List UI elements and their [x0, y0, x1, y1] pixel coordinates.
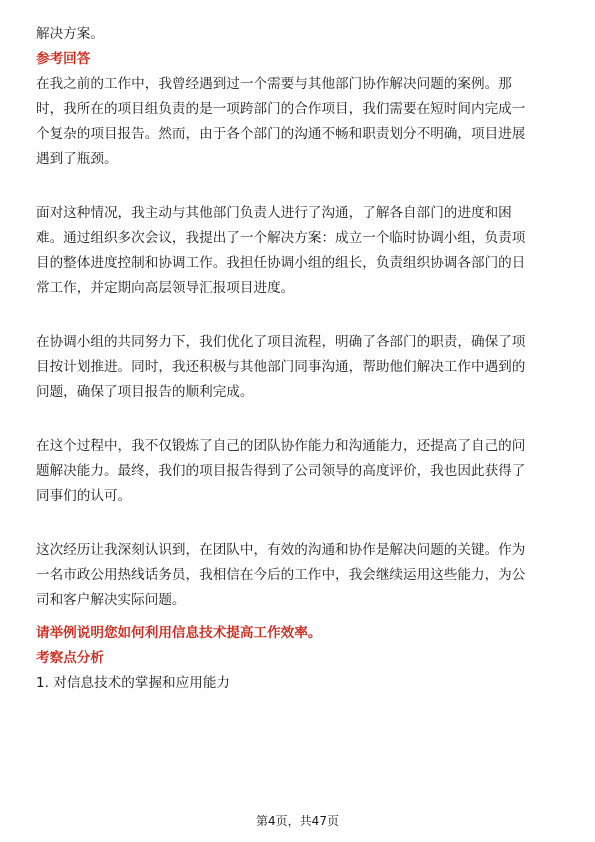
section-gap	[36, 613, 559, 621]
paragraph-line: 目按计划推进。同时，我还积极与其他部门同事沟通，帮助他们解决工作中遇到的	[36, 359, 526, 375]
intro-tail-text: 解决方案。	[36, 26, 104, 42]
paragraph-line: 目的整体进度控制和协调工作。我担任协调小组的组长，负责组织协调各部门的日	[36, 255, 526, 271]
answer-paragraph-1	[36, 72, 559, 172]
analysis-item-1: 1. 对信息技术的掌握和应用能力	[36, 675, 231, 691]
paragraph-line: 时，我所在的项目组负责的是一项跨部门的合作项目，我们需要在短时间内完成一	[36, 101, 526, 117]
paragraph-gap	[36, 301, 559, 330]
paragraph-line: 问题，确保了项目报告的顺利完成。	[36, 384, 254, 400]
paragraph-line: 这次经历让我深刻认识到，在团队中，有效的沟通和协作是解决问题的关键。作为	[36, 542, 526, 558]
paragraph-line: 司和客户解决实际问题。	[36, 592, 186, 608]
document-page	[36, 22, 559, 696]
next-question-heading: 请举例说明您如何利用信息技术提高工作效率。	[36, 625, 322, 641]
paragraph-line: 题解决能力。最终，我们的项目报告得到了公司领导的高度评价，我也因此获得了	[36, 463, 526, 479]
paragraph-line: 遇到了瓶颈。	[36, 151, 118, 167]
paragraph-gap	[36, 405, 559, 434]
answer-paragraph-2	[36, 201, 559, 301]
paragraph-line: 一名市政公用热线话务员，我相信在今后的工作中，我会继续运用这些能力，为公	[36, 567, 526, 583]
answer-paragraph-5	[36, 538, 559, 613]
paragraph-gap	[36, 172, 559, 201]
answer-paragraph-3	[36, 330, 559, 405]
paragraph-line: 个复杂的项目报告。然而，由于各个部门的沟通不畅和职责划分不明确，项目进展	[36, 126, 526, 142]
paragraph-line: 同事们的认可。	[36, 488, 132, 504]
paragraph-line: 常工作，并定期向高层领导汇报项目进度。	[36, 280, 295, 296]
analysis-heading: 考察点分析	[36, 650, 104, 666]
answer-heading: 参考回答	[36, 51, 91, 67]
answer-paragraph-4	[36, 434, 559, 509]
paragraph-line: 面对这种情况，我主动与其他部门负责人进行了沟通，了解各自部门的进度和困	[36, 205, 512, 221]
paragraph-line: 难。通过组织多次会议，我提出了一个解决方案：成立一个临时协调小组，负责项	[36, 230, 526, 246]
paragraph-line: 在这个过程中，我不仅锻炼了自己的团队协作能力和沟通能力，还提高了自己的问	[36, 438, 526, 454]
paragraph-line: 在协调小组的共同努力下，我们优化了项目流程，明确了各部门的职责，确保了项	[36, 334, 526, 350]
page-footer: 第4页，共47页	[256, 814, 339, 828]
paragraph-gap	[36, 509, 559, 538]
paragraph-line: 在我之前的工作中，我曾经遇到过一个需要与其他部门协作解决问题的案例。那	[36, 76, 512, 92]
